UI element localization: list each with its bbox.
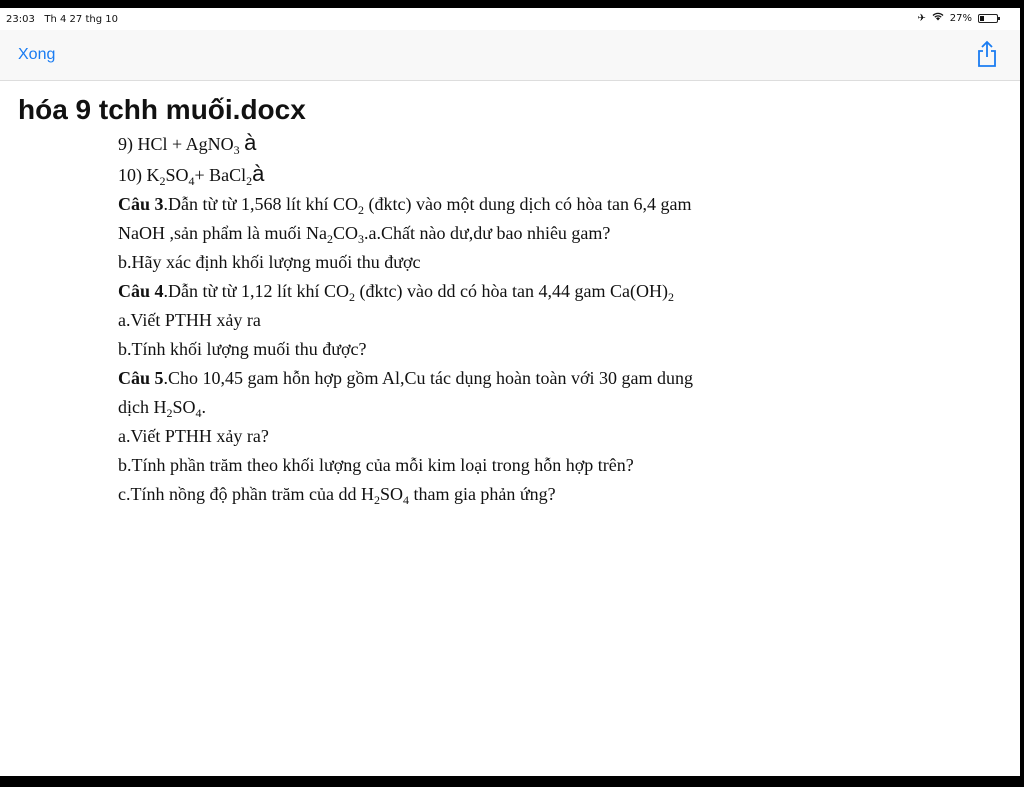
document-line-c5d: b.Tính phần trăm theo khối lượng của mỗi kim loại trong hỗn hợp trên?: [118, 455, 634, 475]
document-line-c4a: Câu 4.Dẫn từ từ 1,12 lít khí $CO_2$ (đktc) vào dd có hòa tan 4,44 gam $Ca(OH)_2$: [118, 281, 674, 304]
document-line-c5a: Câu 5.Cho 10,45 gam hỗn hợp gồm Al,Cu tác dụng hoàn toàn với 30 gam dung: [118, 368, 694, 388]
nav-bar: [0, 30, 1020, 81]
document-line-c5c: a.Viết PTHH xảy ra?: [118, 426, 269, 446]
document-line-l10: 10) $K_2SO_4+$ BaCl$_2$à: [118, 161, 265, 188]
status-indicators: [917, 12, 998, 24]
status-clock: 23:03: [6, 14, 35, 25]
status-time: [6, 14, 118, 25]
document-title: hóa 9 tchh muối.docx: [18, 94, 306, 125]
document-body: [118, 128, 878, 509]
document-line-c4b: a.Viết PTHH xảy ra: [118, 310, 261, 330]
document-line-c4c: b.Tính khối lượng muối thu được?: [118, 339, 367, 359]
status-date: Th 4 27 thg 10: [44, 14, 118, 25]
document-line-c3c: b.Hãy xác định khối lượng muối thu được: [118, 252, 421, 272]
share-icon[interactable]: [976, 40, 998, 68]
document-line-l9: 9) HCl + AgNO$_3$ à: [118, 130, 257, 157]
airplane-icon: ✈: [917, 12, 926, 24]
done-button[interactable]: Xong: [18, 46, 56, 63]
wifi-icon: [932, 12, 944, 24]
battery-icon: [978, 14, 998, 23]
screen: [0, 8, 1020, 776]
document-line-c3b: NaOH ,sản phẩm là muối $Na_2CO_3.a.Chất$ nào dư,dư bao nhiêu gam?: [118, 223, 611, 246]
document-line-c3a: Câu 3.Dẫn từ từ 1,568 lít khí $CO_2$ (đktc) vào một dung dịch có hòa tan 6,4 gam: [118, 194, 692, 217]
status-bar: [0, 8, 1020, 30]
battery-percent: 27%: [949, 12, 972, 24]
document-line-c5e: c.Tính nồng độ phần trăm của dd $H_2SO_4$ tham gia phản ứng?: [118, 484, 556, 507]
document-line-c5b: dịch $H_2SO_4$.: [118, 397, 207, 420]
